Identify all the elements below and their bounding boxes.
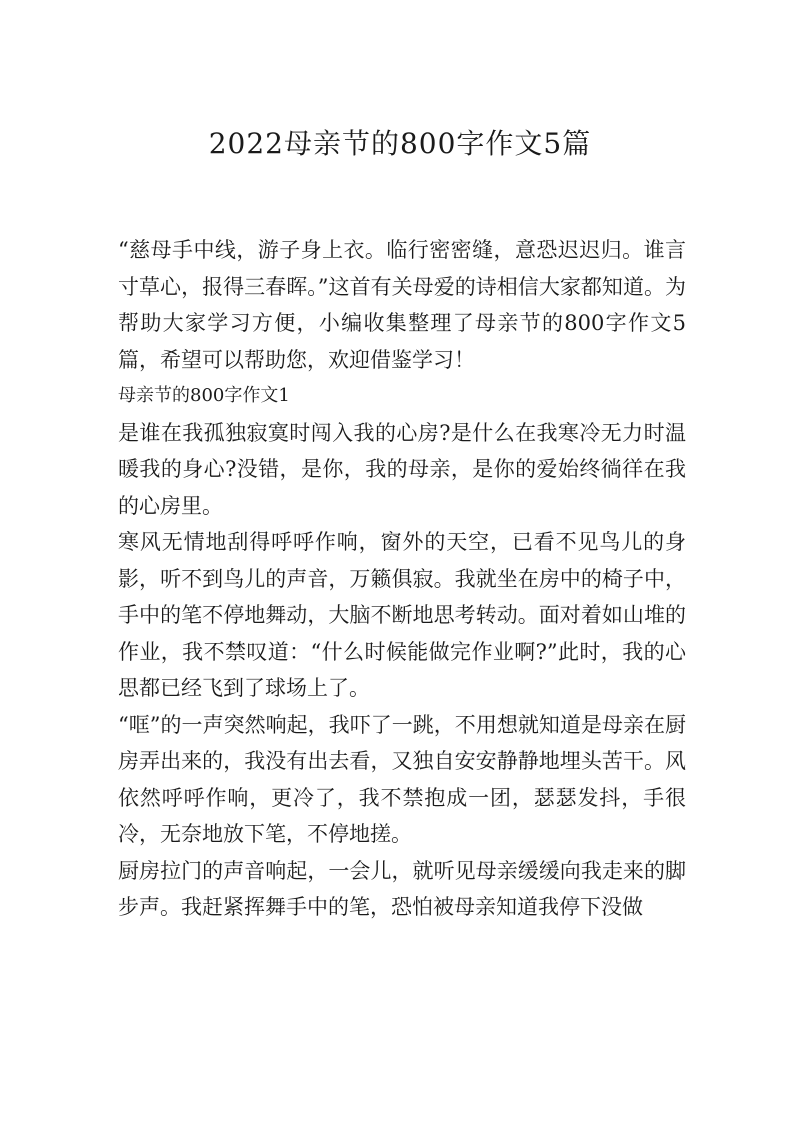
- body-paragraph-1: 是谁在我孤独寂寞时闯入我的心房?是什么在我寒冷无力时温暖我的身心?没错，是你，我的母亲，是你的爱始终徜徉在我的心房里。: [118, 420, 686, 518]
- document-body: [118, 232, 686, 926]
- body-paragraph-3: “哐”的一声突然响起，我吓了一跳，不用想就知道是母亲在厨房弄出来的，我没有出去看，又独自安安静静地埋头苦干。风依然呼呼作响，更冷了，我不禁抱成一团，瑟瑟发抖，手很冷，无奈地放下笔，不停地搓。: [118, 712, 686, 846]
- body-paragraph-4: 厨房拉门的声音响起，一会儿，就听见母亲缓缓向我走来的脚步声。我赶紧挥舞手中的笔，恐怕被母亲知道我停下没做: [118, 858, 686, 919]
- intro-paragraph: “慈母手中线，游子身上衣。临行密密缝，意恐迟迟归。谁言寸草心，报得三春晖。”这首有关母爱的诗相信大家都知道。为帮助大家学习方便，小编收集整理了母亲节的800字作文5篇，希望可以帮助您，欢迎借鉴学习！: [118, 238, 686, 372]
- body-paragraph-2: 寒风无情地刮得呼呼作响，窗外的天空，已看不见鸟儿的身影，听不到鸟儿的声音，万籁俱寂。我就坐在房中的椅子中，手中的笔不停地舞动，大脑不断地思考转动。面对着如山堆的作业，我不禁叹道：“什么时候能做完作业啊?”此时，我的心思都已经飞到了球场上了。: [118, 530, 686, 700]
- section-heading: 母亲节的800字作文1: [118, 385, 290, 406]
- document-title: 2022母亲节的800字作文5篇: [208, 127, 592, 160]
